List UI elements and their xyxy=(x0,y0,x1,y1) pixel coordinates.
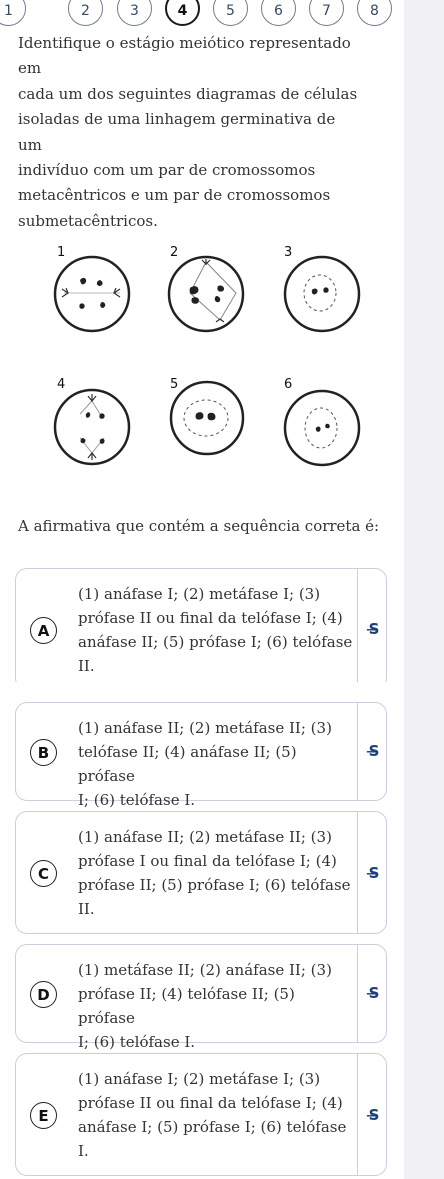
question-3-button[interactable]: 3 xyxy=(117,0,152,26)
option-a-text xyxy=(78,582,354,678)
option-line: anáfase II; (5) prófase I; (6) telófase xyxy=(78,633,353,651)
option-e-letter: E xyxy=(30,1102,57,1129)
meiosis-cells-figure xyxy=(40,238,380,468)
stem-line: isoladas de uma linhagem germinativa de um xyxy=(18,110,336,154)
cell-2 xyxy=(169,257,243,331)
option-line: (1) anáfase I; (2) metáfase I; (3) xyxy=(78,1070,321,1088)
strikethrough-icon[interactable]: S̶ xyxy=(368,984,380,1002)
cell-label-4: 4 xyxy=(57,377,66,392)
question-stem xyxy=(18,31,363,234)
option-b-letter: B xyxy=(30,739,57,766)
stem-line: submetacêntricos. xyxy=(18,211,158,230)
cell-label-5: 5 xyxy=(170,377,179,392)
option-divider xyxy=(357,812,358,933)
option-divider xyxy=(357,1054,358,1175)
question-navigator xyxy=(0,0,404,28)
option-line: prófase II ou final da telófase I; (4) xyxy=(78,609,343,627)
meiosis-diagram xyxy=(40,238,380,468)
option-line: (1) anáfase II; (2) metáfase II; (3) xyxy=(78,719,332,737)
cell-label-3: 3 xyxy=(284,245,293,260)
option-b-card[interactable] xyxy=(15,702,387,809)
option-line: prófase II; (5) prófase I; (6) telófase xyxy=(78,876,351,894)
cell-label-2: 2 xyxy=(170,245,179,260)
option-c-text xyxy=(78,825,354,921)
cell-label-1: 1 xyxy=(57,245,66,260)
option-c-card[interactable] xyxy=(15,811,387,934)
question-1-button[interactable]: 1 xyxy=(0,0,26,26)
cell-6 xyxy=(285,391,359,465)
option-line: (1) anáfase I; (2) metáfase I; (3) xyxy=(78,585,321,603)
option-e-text xyxy=(78,1067,354,1163)
right-rail xyxy=(404,0,444,1179)
strikethrough-icon[interactable]: S̶ xyxy=(368,742,380,760)
option-d-text xyxy=(78,958,354,1054)
option-divider xyxy=(357,569,358,689)
question-6-button[interactable]: 6 xyxy=(261,0,296,26)
option-line: II. xyxy=(78,657,95,675)
question-8-button[interactable]: 8 xyxy=(357,0,392,26)
cell-3 xyxy=(285,257,359,331)
option-c-letter: C xyxy=(30,860,57,887)
question-5-button[interactable]: 5 xyxy=(213,0,248,26)
option-line: prófase II; (4) telófase II; (5) prófase xyxy=(78,985,295,1027)
option-line: (1) anáfase II; (2) metáfase II; (3) xyxy=(78,828,332,846)
option-line: I. xyxy=(78,1142,89,1160)
option-e-card[interactable] xyxy=(15,1053,387,1176)
cell-label-6: 6 xyxy=(284,377,293,392)
stem-line: Identifique o estágio meiótico representado em xyxy=(18,34,351,78)
option-d-card[interactable] xyxy=(15,944,387,1051)
option-line: II. xyxy=(78,900,95,918)
option-a-card[interactable] xyxy=(15,568,387,690)
option-divider xyxy=(357,945,358,1042)
option-b-text xyxy=(78,716,354,812)
question-4-button[interactable]: 4 xyxy=(165,0,200,26)
stem-line: indivíduo com um par de cromossomos xyxy=(18,161,316,180)
option-line: telófase II; (4) anáfase II; (5) prófase xyxy=(78,743,297,785)
question-prompt: A afirmativa que contém a sequência correta é: xyxy=(18,517,380,535)
stem-line: metacêntricos e um par de cromossomos xyxy=(18,186,331,205)
option-divider xyxy=(357,703,358,800)
strikethrough-icon[interactable]: S̶ xyxy=(368,1106,380,1124)
option-line: I; (6) telófase I. xyxy=(78,791,196,809)
question-2-button[interactable]: 2 xyxy=(68,0,103,26)
option-line: (1) metáfase II; (2) anáfase II; (3) xyxy=(78,961,332,979)
option-line: prófase II ou final da telófase I; (4) xyxy=(78,1094,343,1112)
question-7-button[interactable]: 7 xyxy=(309,0,344,26)
strikethrough-icon[interactable]: S̶ xyxy=(368,620,380,638)
strikethrough-icon[interactable]: S̶ xyxy=(368,864,380,882)
option-d-letter: D xyxy=(30,981,57,1008)
cell-5 xyxy=(171,382,243,454)
option-line: anáfase I; (5) prófase I; (6) telófase xyxy=(78,1118,347,1136)
option-line: I; (6) telófase I. xyxy=(78,1033,196,1051)
option-a-letter: A xyxy=(30,617,57,644)
option-line: prófase I ou final da telófase I; (4) xyxy=(78,852,337,870)
stem-line: cada um dos seguintes diagramas de células xyxy=(18,84,358,103)
